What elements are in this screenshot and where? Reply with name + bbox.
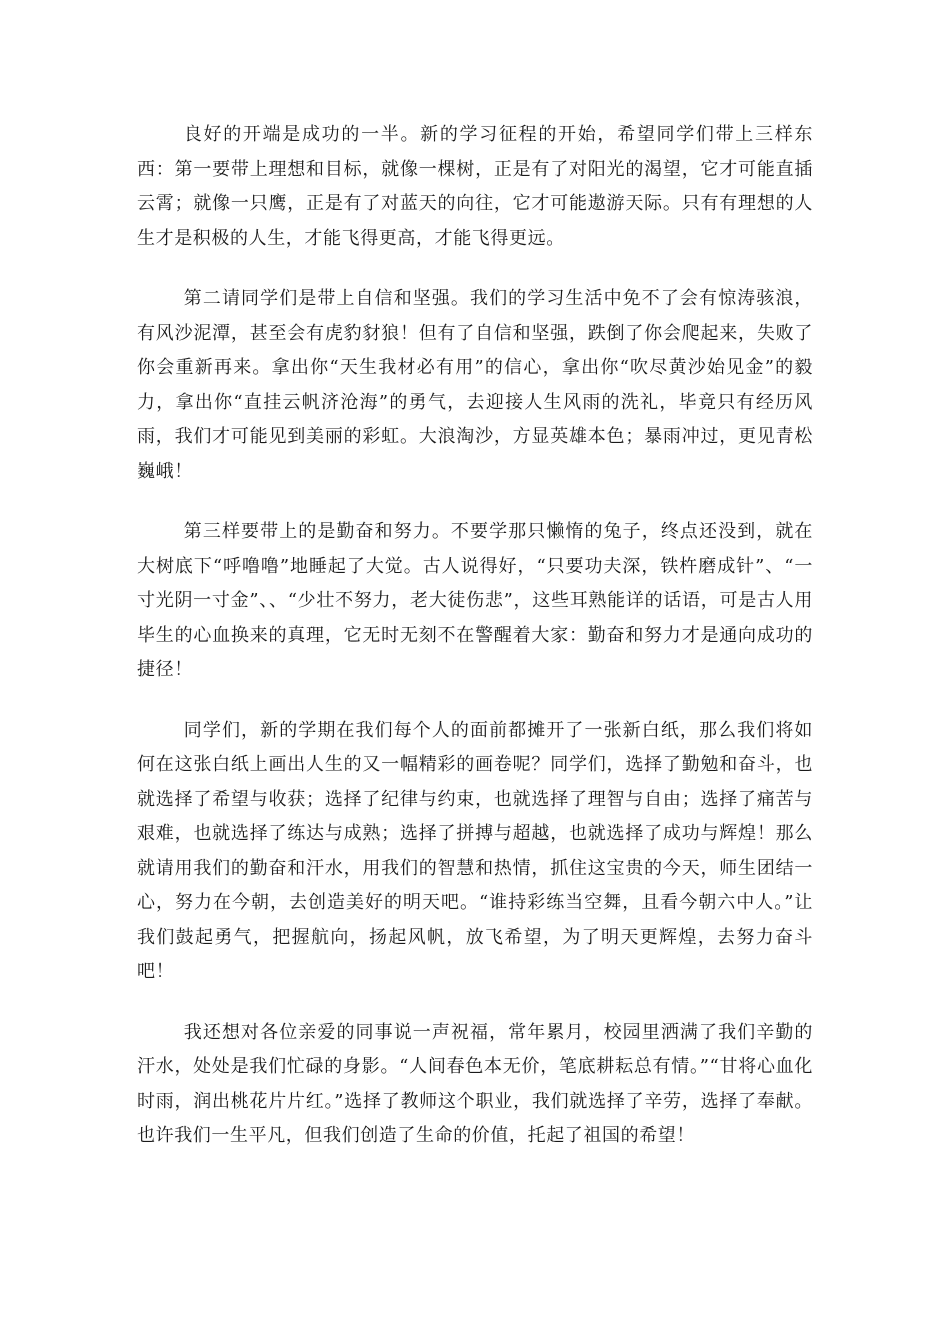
paragraph-confidence: 第二请同学们是带上自信和坚强。我们的学习生活中免不了会有惊涛骇浪，有风沙泥潭，甚至会有虎豹豺狼！但有了自信和坚强，跌倒了你会爬起来，失败了你会重新再来。拿出你“天生我材必有用”的信心，拿出你“吹尽黄沙始见金”的毅力，拿出你“直挂云帆济沧海”的勇气，去迎接人生风雨的洗礼，毕竟只有经历风雨，我们才可能见到美丽的彩虹。大浪淘沙，方显英雄本色；暴雨冲过，更见青松巍峨！: [137, 288, 813, 482]
paragraph-new-semester: 同学们，新的学期在我们每个人的面前都摊开了一张新白纸，那么我们将如何在这张白纸上画出人生的又一幅精彩的画卷呢？同学们，选择了勤勉和奋斗，也就选择了希望与收获；选择了纪律与约束，也就选择了理智与自由；选择了痛苦与艰难，也就选择了练达与成熟；选择了拼搏与超越，也就选择了成功与辉煌！那么就请用我们的勤奋和汗水，用我们的智慧和热情，抓住这宝贵的今天，师生团结一心，努力在今朝，去创造美好的明天吧。“谁持彩练当空舞，且看今朝六中人。”让我们鼓起勇气，把握航向，扬起风帆，放飞希望，为了明天更辉煌，去努力奋斗吧！: [137, 719, 813, 982]
paragraph-ideals: 良好的开端是成功的一半。新的学习征程的开始，希望同学们带上三样东西：第一要带上理想和目标，就像一棵树，正是有了对阳光的渴望，它才可能直插云霄；就像一只鹰，正是有了对蓝天的向往，它才可能遨游天际。只有有理想的人生才是积极的人生，才能飞得更高，才能飞得更远。: [137, 124, 813, 249]
paragraph-teachers: 我还想对各位亲爱的同事说一声祝福，常年累月，校园里洒满了我们辛勤的汗水，处处是我们忙碌的身影。“人间春色本无价，笔底耕耘总有情。”“甘将心血化时雨，润出桃花片片红。”选择了教师这个职业，我们就选择了辛劳，选择了奉献。也许我们一生平凡，但我们创造了生命的价值，托起了祖国的希望！: [137, 1021, 813, 1146]
paragraph-diligence: 第三样要带上的是勤奋和努力。不要学那只懒惰的兔子，终点还没到，就在大树底下“呼噜噜”地睡起了大觉。古人说得好，“只要功夫深，铁杵磨成针”、“一寸光阴一寸金”、、“少壮不努力，老大徒伤悲”，这些耳熟能详的话语，可是古人用毕生的心血换来的真理，它无时无刻不在警醒着大家：勤奋和努力才是通向成功的捷径！: [137, 521, 813, 680]
document-page: [137, 118, 813, 1180]
